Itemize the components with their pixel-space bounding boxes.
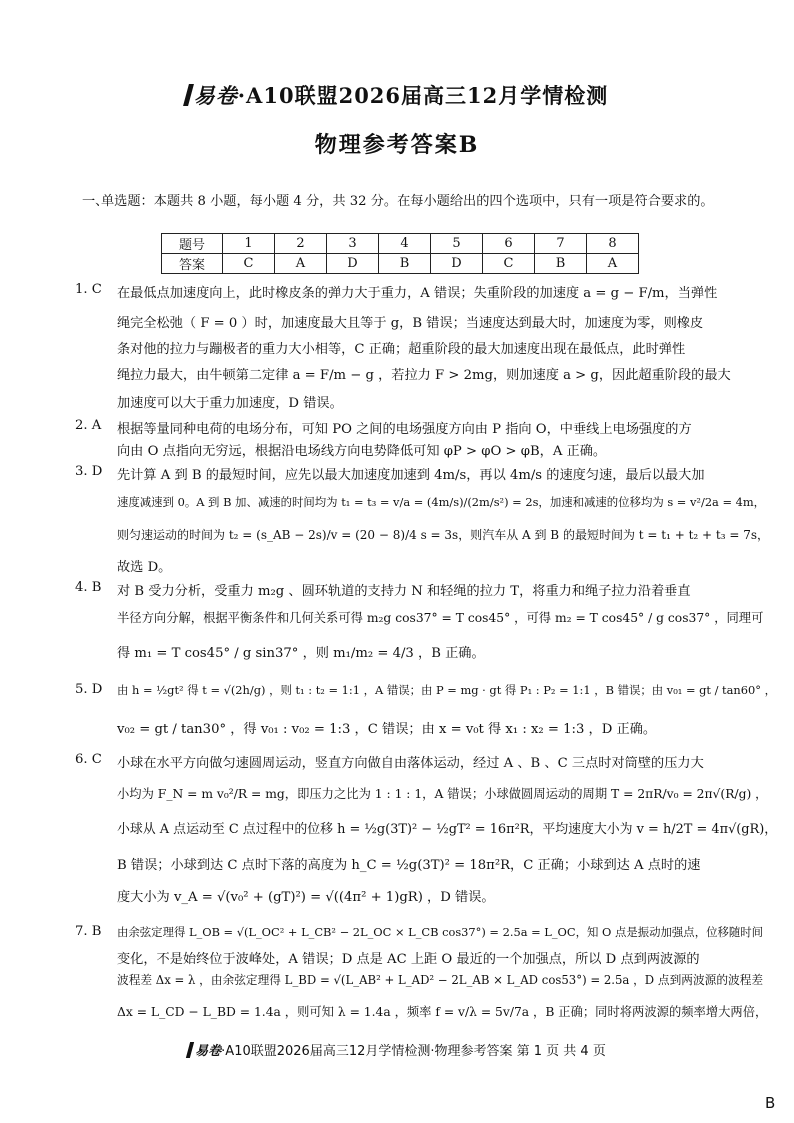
question-line: 对 B 受力分析，受重力 m₂g 、圆环轨道的支持力 N 和轻绳的拉力 T，将重力和绳子拉力沿着垂直 bbox=[117, 584, 691, 599]
question-line: 速度减速到 0。A 到 B 加、减速的时间均为 t₁ = t₃ = v/a = (4m/s)/(2m/s²) = 2s，加速和减速的位移均为 s = v²/2a = 4m， bbox=[117, 495, 766, 509]
question-line: 故选 D。 bbox=[117, 560, 172, 575]
brand-logo-mark bbox=[183, 84, 194, 106]
footer-text: ·A10联盟2026届高三12月学情检测·物理参考答案 第 1 页 共 4 页 bbox=[221, 1044, 606, 1059]
question-line: 由余弦定理得 L_OB = √(L_OC² + L_CB² − 2L_OC × L_CB cos37°) = 2.5a = L_OC，知 O 点是振动加强点，位移随时间 bbox=[117, 925, 764, 939]
answer-table-row-numbers bbox=[162, 234, 639, 254]
question-line: 绳拉力最大，由牛顿第二定律 a = F/m − g ，若拉力 F > 2mg，则加速度 a > g，因此超重阶段的最大 bbox=[117, 368, 731, 383]
question-number: 3. D bbox=[75, 464, 103, 479]
question-line: 波程差 Δx = λ ，由余弦定理得 L_BD = √(L_AB² + L_AD² − 2L_AB × L_AD cos53°) = 2.5a ，D 点到两波源的波程差 bbox=[117, 973, 764, 987]
footer-logo-mark bbox=[186, 1042, 194, 1058]
version-mark: B bbox=[765, 1094, 776, 1112]
table-cell: D bbox=[431, 254, 483, 274]
question-number: 4. B bbox=[75, 580, 102, 595]
question-line: 在最低点加速度向上，此时橡皮条的弹力大于重力，A 错误；失重阶段的加速度 a = g − F/m，当弹性 bbox=[117, 286, 718, 301]
table-cell: 1 bbox=[223, 234, 275, 254]
question-line: 小均为 F_N = m v₀²/R = mg，即压力之比为 1 : 1 : 1，A 错误；小球做圆周运动的周期 T = 2πR/v₀ = 2π√(R/g) ， bbox=[117, 787, 768, 801]
question-line: 小球在水平方向做匀速圆周运动，竖直方向做自由落体运动，经过 A 、B 、C 三点时对筒壁的压力大 bbox=[117, 756, 704, 771]
table-cell: 6 bbox=[483, 234, 535, 254]
question-number: 2. A bbox=[75, 418, 102, 433]
table-cell: A bbox=[587, 254, 639, 274]
question-line: Δx = L_CD − L_BD = 1.4a ，则可知 λ = 1.4a ，频率 f = v/λ = 5v/7a ，B 正确；同时将两波源的频率增大两倍， bbox=[117, 1005, 768, 1019]
question-line: 绳完全松弛（ F = 0 ）时，加速度最大且等于 g，B 错误；当速度达到最大时，加速度为零，则橡皮 bbox=[117, 316, 704, 331]
question-number: 6. C bbox=[75, 752, 102, 767]
table-cell: 2 bbox=[275, 234, 327, 254]
table-cell: C bbox=[483, 254, 535, 274]
page-footer bbox=[0, 1040, 794, 1059]
question-line: 向由 O 点指向无穷远，根据沿电场线方向电势降低可知 φP > φO > φB，A 正确。 bbox=[117, 444, 607, 459]
question-line: 变化，不是始终位于波峰处，A 错误；D 点是 AC 上距 O 最近的一个加强点，所以 D 点到两波源的 bbox=[117, 952, 700, 967]
table-cell: B bbox=[379, 254, 431, 274]
question-line: B 错误；小球到达 C 点时下落的高度为 h_C = ½g(3T)² = 18π²R，C 正确；小球到达 A 点时的速 bbox=[117, 858, 701, 873]
answer-table bbox=[161, 233, 639, 274]
section-instructions: 单选题：本题共 8 小题，每小题 4 分，共 32 分。在每小题给出的四个选项中，只有一项是符合要求的。 bbox=[101, 194, 714, 209]
question-line: v₀₂ = gt / tan30° ，得 v₀₁ : v₀₂ = 1:3 ，C 错误；由 x = v₀t 得 x₁ : x₂ = 1:3 ，D 正确。 bbox=[117, 722, 657, 737]
question-line: 先计算 A 到 B 的最短时间，应先以最大加速度加速到 4m/s，再以 4m/s 的速度匀速，最后以最大加 bbox=[117, 468, 705, 483]
question-line: 度大小为 v_A = √(v₀² + (gT)²) = √((4π² + 1)gR) ，D 错误。 bbox=[117, 890, 495, 905]
page-subtitle: 物理参考答案B bbox=[314, 132, 480, 158]
question-line: 加速度可以大于重力加速度，D 错误。 bbox=[117, 396, 343, 411]
table-cell: A bbox=[275, 254, 327, 274]
question-line: 条对他的拉力与蹦极者的重力大小相等，C 正确；超重阶段的最大加速度出现在最低点，此时弹性 bbox=[117, 342, 686, 357]
table-cell: C bbox=[223, 254, 275, 274]
question-line: 小球从 A 点运动至 C 点过程中的位移 h = ½g(3T)² − ½gT² = 16π²R，平均速度大小为 v = h/2T = 4π√(gR)， bbox=[117, 822, 778, 837]
footer-logo-text: 易卷 bbox=[195, 1044, 222, 1059]
section-number: 一、 bbox=[82, 194, 109, 209]
table-cell: 8 bbox=[587, 234, 639, 254]
table-cell: D bbox=[327, 254, 379, 274]
row-label-answer: 答案 bbox=[162, 254, 223, 274]
question-line: 由 h = ½gt² 得 t = √(2h/g) ，则 t₁ : t₂ = 1:1 ，A 错误；由 P = mg · gt 得 P₁ : P₂ = 1:1 ，B 错误；由 v₀₁ = gt / tan60° ， bbox=[117, 683, 776, 697]
title-line1: ·A10联盟2026届高三12月学情检测 bbox=[237, 83, 609, 108]
table-cell: 4 bbox=[379, 234, 431, 254]
row-label-number: 题号 bbox=[162, 234, 223, 254]
question-line: 得 m₁ = T cos45° / g sin37° ，则 m₁/m₂ = 4/3 ，B 正确。 bbox=[117, 646, 485, 661]
question-line: 根据等量同种电荷的电场分布，可知 PO 之间的电场强度方向由 P 指向 O，中垂线上电场强度的方 bbox=[117, 422, 692, 437]
question-number: 5. D bbox=[75, 682, 103, 697]
page-title bbox=[0, 80, 794, 110]
answer-table-row-answers bbox=[162, 254, 639, 274]
table-cell: 5 bbox=[431, 234, 483, 254]
brand-logo-text: 易卷 bbox=[193, 83, 238, 108]
question-line: 半径方向分解，根据平衡条件和几何关系可得 m₂g cos37° = T cos45° ，可得 m₂ = T cos45° / g cos37° ，同理可 bbox=[117, 611, 764, 625]
question-line: 则匀速运动的时间为 t₂ = (s_AB − 2s)/v = (20 − 8)/4 s = 3s，则汽车从 A 到 B 的最短时间为 t = t₁ + t₂ + t₃ = 7s， bbox=[117, 528, 770, 542]
question-number: 1. C bbox=[75, 282, 102, 297]
question-number: 7. B bbox=[75, 924, 102, 939]
section-heading bbox=[82, 192, 722, 212]
table-cell: B bbox=[535, 254, 587, 274]
table-cell: 7 bbox=[535, 234, 587, 254]
table-cell: 3 bbox=[327, 234, 379, 254]
